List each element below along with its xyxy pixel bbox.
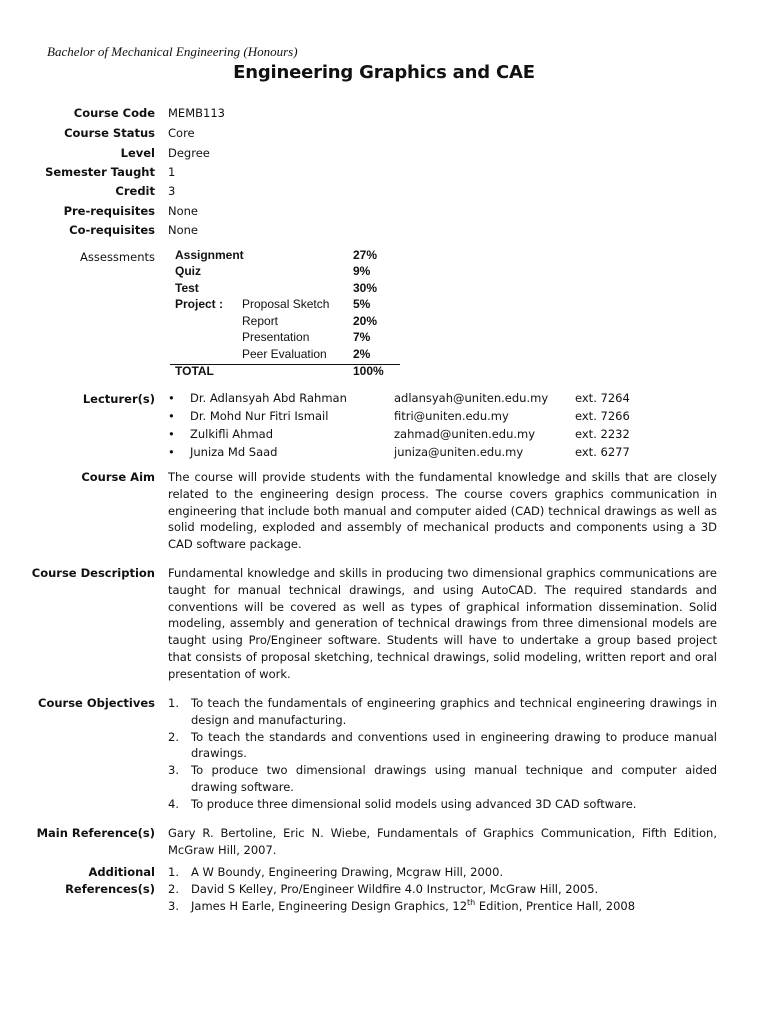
lecturer-email: juniza@uniten.edu.my [394, 445, 524, 459]
bullet: • [168, 445, 175, 459]
bullet: • [168, 409, 175, 423]
info-value: None [168, 204, 199, 218]
assessment-pct: 30% [353, 281, 378, 295]
lecturer-email: zahmad@uniten.edu.my [394, 427, 536, 441]
item-number: 2. [168, 729, 179, 744]
item-text: A W Boundy, Engineering Drawing, Mcgraw Hill, 2000. [191, 865, 504, 879]
assessment-item: Assignment [175, 248, 244, 262]
program-name: Bachelor of Mechanical Engineering (Honours) [47, 44, 298, 59]
info-label: Level [120, 146, 155, 160]
info-value: MEMB113 [168, 106, 225, 120]
lecturer-email: fitri@uniten.edu.my [394, 409, 509, 423]
list-item [168, 762, 717, 796]
main-reference-label: Main Reference(s) [36, 826, 155, 840]
info-label: Course Code [73, 106, 155, 120]
list-item [168, 864, 717, 881]
assessment-pct: 9% [353, 264, 371, 278]
assessment-pct: 2% [353, 347, 371, 361]
lecturer-ext: ext. 2232 [575, 427, 630, 441]
table-row [170, 347, 400, 364]
course-aim-text: The course will provide students with the fundamental knowledge and skills that are closely related to the engineering design process. The course covers graphics communication in engineering that include both manual and computer aided (CAD) technical drawings as well as solid modeling, exploded and assembly of mechanical products and components using a 3D CAD software package. [168, 470, 717, 552]
lecturer-name: Juniza Md Saad [190, 445, 278, 459]
table-row [170, 281, 400, 298]
lecturer-ext: ext. 7264 [575, 391, 630, 405]
lecturer-email: adlansyah@uniten.edu.my [394, 391, 549, 405]
lecturer-ext: ext. 7266 [575, 409, 630, 423]
lecturer-ext: ext. 6277 [575, 445, 630, 459]
lecturers-label: Lecturer(s) [82, 392, 155, 406]
assessment-pct: 7% [353, 330, 371, 344]
objectives-list [168, 695, 717, 813]
assessment-sub: Peer Evaluation [242, 347, 327, 361]
info-label: Course Status [64, 126, 155, 140]
list-item [168, 881, 717, 898]
item-text: To produce three dimensional solid models using advanced 3D CAD software. [191, 796, 637, 811]
assessment-pct: 27% [353, 248, 378, 262]
table-row [170, 264, 400, 281]
info-label: Semester Taught [45, 165, 155, 179]
assessment-item: Quiz [175, 264, 201, 278]
main-reference-text: Gary R. Bertoline, Eric N. Wiebe, Fundamentals of Graphics Communication, Fifth Edition, McGraw Hill, 2007. [168, 826, 717, 857]
info-value: 1 [168, 165, 176, 179]
info-label: Pre-requisites [63, 204, 155, 218]
assessment-pct: 20% [353, 314, 378, 328]
info-label: Co-requisites [69, 223, 155, 237]
total-label: TOTAL [175, 364, 214, 378]
assessment-pct: 5% [353, 297, 371, 311]
bullet: • [168, 427, 175, 441]
total-row [170, 364, 400, 381]
lecturer-name: Dr. Mohd Nur Fitri Ismail [190, 409, 329, 423]
course-objectives-label: Course Objectives [38, 696, 155, 710]
assessment-sub: Report [242, 314, 279, 328]
table-row [170, 330, 400, 347]
assessment-item: Project : [175, 297, 224, 311]
item-number: 1. [168, 696, 179, 710]
item-text: James H Earle, Engineering Design Graphics, 12 [191, 898, 468, 913]
table-row [170, 248, 400, 265]
bullet: • [168, 391, 175, 405]
item-text: To teach the fundamentals of engineering graphics and technical engineering drawings in design and manufacturing. [191, 696, 717, 727]
assessment-sub: Proposal Sketch [242, 297, 330, 311]
info-value: None [168, 223, 199, 237]
item-number: 1. [168, 865, 179, 879]
lecturer-name: Dr. Adlansyah Abd Rahman [190, 391, 347, 405]
additional-references-list [168, 864, 717, 914]
page-title: Engineering Graphics and CAE [233, 62, 535, 83]
item-text: To produce two dimensional drawings using manual technique and computer aided drawing software. [191, 763, 717, 794]
table-row [170, 297, 400, 314]
assessment-item: Test [175, 281, 199, 295]
item-number: 3. [168, 898, 179, 913]
assessment-sub: Presentation [242, 330, 310, 344]
item-number: 4. [168, 796, 179, 811]
info-value: 3 [168, 184, 176, 198]
info-value: Degree [168, 146, 210, 160]
course-description-text: Fundamental knowledge and skills in producing two dimensional graphics communications are taught for manual technical drawings, and using AutoCAD. The required standards and conventions will be covered as well as types of graphical information dissemination. Solid modeling, assembly and generation of technical drawings from three dimensional models are taught using Pro/Engineer software. Students will have to undertake a group based project that consists of proposal sketching, technical drawings, solid modeling, written report and oral presentation of work. [168, 566, 717, 681]
item-text-end: Edition, Prentice Hall, 2008 [475, 898, 636, 913]
total-pct: 100% [353, 364, 384, 378]
item-text: To teach the standards and conventions used in engineering drawing to produce manual drawings. [191, 729, 717, 761]
additional-references-label-2: References(s) [65, 882, 155, 896]
additional-references-label-1: Additional [88, 865, 155, 879]
item-text: David S Kelley, Pro/Engineer Wildfire 4.0 Instructor, McGraw Hill, 2005. [191, 881, 599, 896]
info-label: Credit [115, 184, 155, 198]
course-aim-label: Course Aim [81, 470, 155, 484]
lecturer-name: Zulkifli Ahmad [190, 427, 274, 441]
list-item [168, 729, 717, 763]
list-item [168, 695, 717, 729]
assessments-label: Assessments [80, 250, 155, 264]
item-number: 3. [168, 763, 179, 778]
table-row [170, 314, 400, 331]
item-number: 2. [168, 881, 179, 896]
course-description-label: Course Description [31, 566, 155, 580]
info-value: Core [168, 126, 195, 140]
superscript: th [467, 897, 476, 907]
list-item [168, 796, 717, 813]
list-item [168, 898, 717, 915]
